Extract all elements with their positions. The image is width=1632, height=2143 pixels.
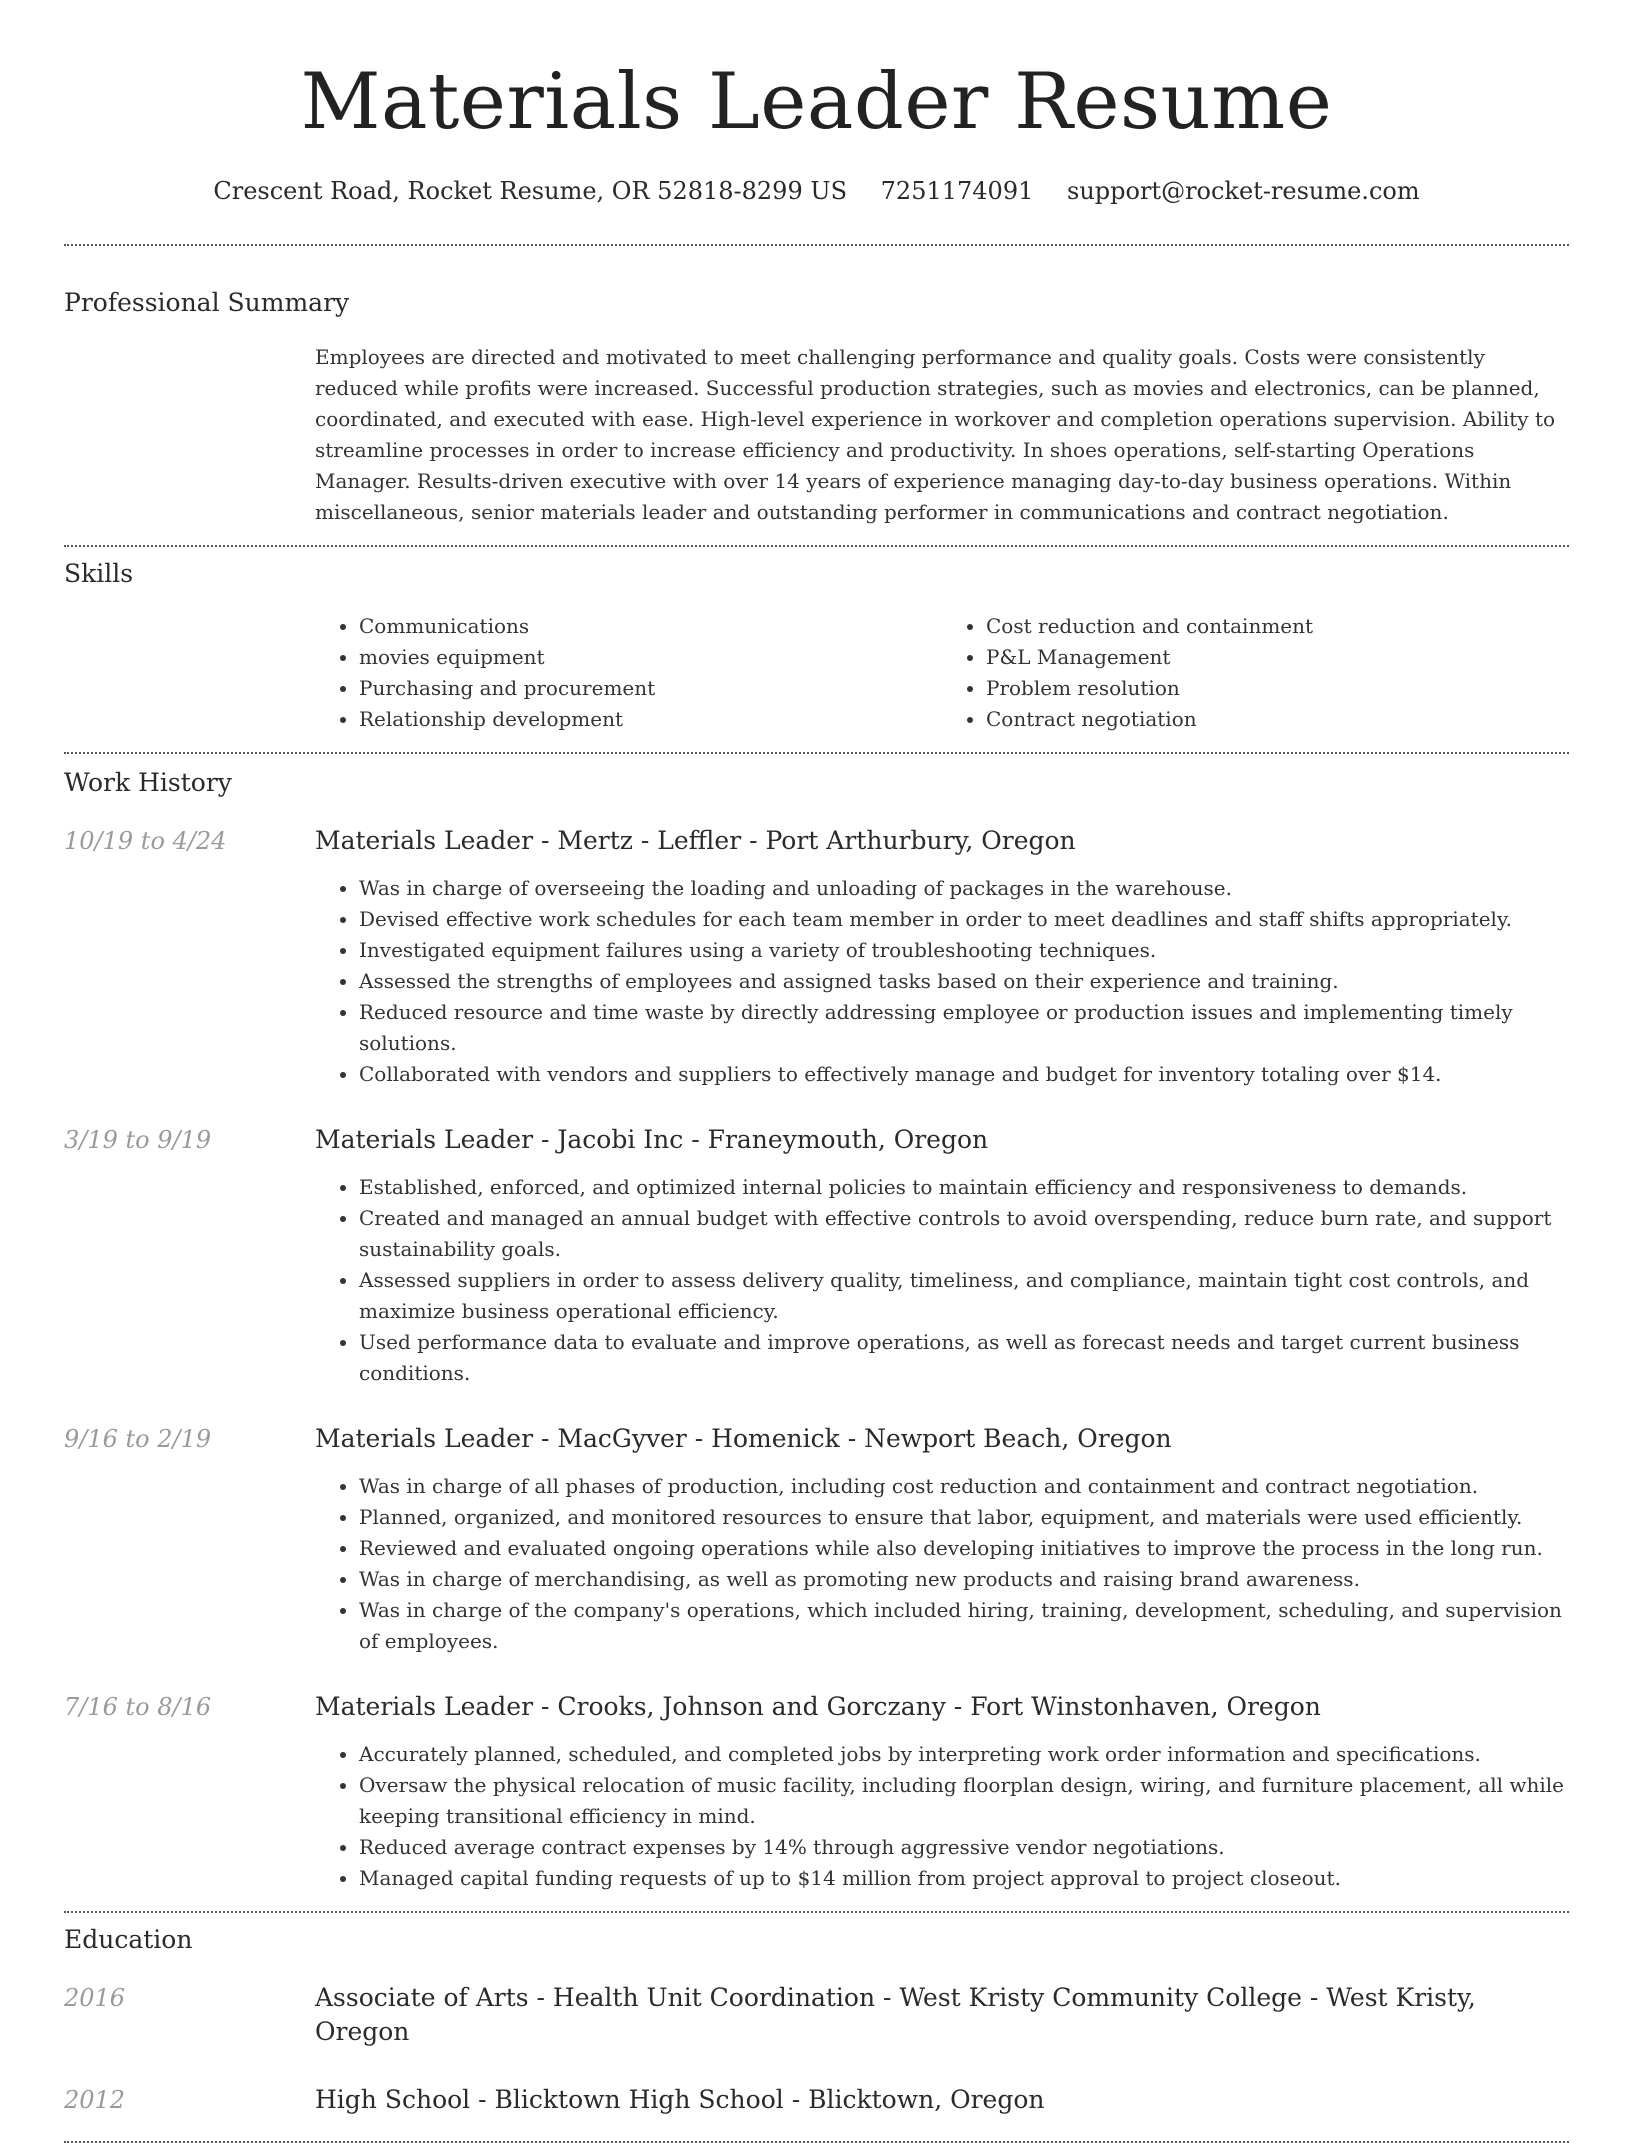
education-details: Associate of Arts - Health Unit Coordination - West Kristy Community College - West Kristy, Oregon (315, 1983, 1476, 2046)
job-bullet: • Reviewed and evaluated ongoing operations while also developing initiatives to improve the process in the long run. (359, 1533, 1569, 1564)
job-bullet: • Created and managed an annual budget with effective controls to avoid overspending, reduce burn rate, and support sustainability goals. (359, 1203, 1569, 1265)
job-dates: 3/19 to 9/19 (64, 1126, 212, 1154)
job-bullet: • Assessed suppliers in order to assess delivery quality, timeliness, and compliance, maintain tight cost controls, and maximize business operational efficiency. (359, 1265, 1569, 1327)
section-title-education: Education (64, 1925, 193, 1954)
education-entry (64, 1981, 1569, 2049)
job-bullet: • Managed capital funding requests of up to $14 million from project approval to project closeout. (359, 1863, 1569, 1894)
education-year: 2016 (64, 1984, 126, 2012)
education-year: 2012 (64, 2086, 126, 2114)
job-dates: 9/16 to 2/19 (64, 1425, 212, 1453)
job-bullet: • Used performance data to evaluate and improve operations, as well as forecast needs and target current business conditions. (359, 1327, 1569, 1389)
skills-column-right (942, 611, 1569, 735)
job-bullet: • Accurately planned, scheduled, and completed jobs by interpreting work order information and specifications. (359, 1739, 1569, 1770)
skill-item: • Cost reduction and containment (986, 611, 1569, 642)
job-heading: Materials Leader - Crooks, Johnson and Gorczany - Fort Winstonhaven, Oregon (315, 1692, 1321, 1721)
contact-address: Crescent Road, Rocket Resume, OR 52818-8299 US (213, 177, 848, 205)
resume-page (64, 0, 1569, 2143)
job-bullet: • Investigated equipment failures using a variety of troubleshooting techniques. (359, 935, 1569, 966)
job-details (315, 1123, 1569, 1389)
section-title-skills: Skills (64, 559, 134, 588)
skill-item: • Communications (359, 611, 942, 642)
job-entry (64, 1422, 1569, 1657)
job-bullets (315, 1172, 1569, 1389)
job-bullet: • Was in charge of all phases of production, including cost reduction and containment and contract negotiation. (359, 1471, 1569, 1502)
skill-item: • P&L Management (986, 642, 1569, 673)
skill-item: • Problem resolution (986, 673, 1569, 704)
job-bullet: • Devised effective work schedules for each team member in order to meet deadlines and staff shifts appropriately. (359, 904, 1569, 935)
job-details (315, 1422, 1569, 1657)
section-divider (64, 545, 1569, 547)
education-details: High School - Blicktown High School - Blicktown, Oregon (315, 2085, 1045, 2114)
job-heading: Materials Leader - MacGyver - Homenick - Newport Beach, Oregon (315, 1424, 1172, 1453)
job-bullets (315, 1739, 1569, 1894)
job-dates: 10/19 to 4/24 (64, 827, 227, 855)
section-title-summary: Professional Summary (64, 288, 350, 317)
job-details (315, 1690, 1569, 1894)
job-bullets (315, 1471, 1569, 1657)
summary-text: Employees are directed and motivated to meet challenging performance and quality goals. Costs were consistently reduced while profits were increased. Successful production strategies, such as movies and electronics, can be planned, coordinated, and executed with ease. High-level experience in workover and completion operations supervision. Ability to streamline processes in order to increase efficiency and productivity. In shoes operations, self-starting Operations Manager. Results-driven executive with over 14 years of experience managing day-to-day business operations. Within miscellaneous, senior materials leader and outstanding performer in communications and contract negotiation. (315, 345, 1556, 524)
job-details (315, 824, 1569, 1090)
section-divider (64, 244, 1569, 246)
job-bullet: • Reduced resource and time waste by directly addressing employee or production issues and implementing timely solutions. (359, 997, 1569, 1059)
skill-item: • Purchasing and procurement (359, 673, 942, 704)
job-bullet: • Planned, organized, and monitored resources to ensure that labor, equipment, and materials were used efficiently. (359, 1502, 1569, 1533)
job-bullet: • Was in charge of overseeing the loading and unloading of packages in the warehouse. (359, 873, 1569, 904)
job-bullet: • Was in charge of the company's operations, which included hiring, training, development, scheduling, and supervision of employees. (359, 1595, 1569, 1657)
job-entry (64, 1123, 1569, 1389)
job-heading: Materials Leader - Mertz - Leffler - Port Arthurbury, Oregon (315, 826, 1076, 855)
job-bullet: • Reduced average contract expenses by 14% through aggressive vendor negotiations. (359, 1832, 1569, 1863)
contact-info (64, 174, 1569, 208)
skill-item: • movies equipment (359, 642, 942, 673)
job-bullets (315, 873, 1569, 1090)
section-divider (64, 1911, 1569, 1913)
job-bullet: • Was in charge of merchandising, as well as promoting new products and raising brand awareness. (359, 1564, 1569, 1595)
skill-item: • Contract negotiation (986, 704, 1569, 735)
section-title-work-history: Work History (64, 768, 232, 797)
skills-column-left (315, 611, 942, 735)
contact-email: support@rocket-resume.com (1067, 177, 1420, 205)
job-entry (64, 824, 1569, 1090)
job-bullet: • Assessed the strengths of employees and assigned tasks based on their experience and training. (359, 966, 1569, 997)
skill-item: • Relationship development (359, 704, 942, 735)
contact-phone: 7251174091 (880, 177, 1034, 205)
job-heading: Materials Leader - Jacobi Inc - Franeymouth, Oregon (315, 1125, 989, 1154)
job-bullet: • Established, enforced, and optimized internal policies to maintain efficiency and responsiveness to demands. (359, 1172, 1569, 1203)
section-divider (64, 752, 1569, 754)
job-entry (64, 1690, 1569, 1894)
job-bullet: • Collaborated with vendors and suppliers to effectively manage and budget for inventory totaling over $14. (359, 1059, 1569, 1090)
job-bullet: • Oversaw the physical relocation of music facility, including floorplan design, wiring, and furniture placement, all while keeping transitional efficiency in mind. (359, 1770, 1569, 1832)
resume-title: Materials Leader Resume (300, 57, 1333, 147)
job-dates: 7/16 to 8/16 (64, 1693, 212, 1721)
skills-list (315, 611, 1569, 735)
